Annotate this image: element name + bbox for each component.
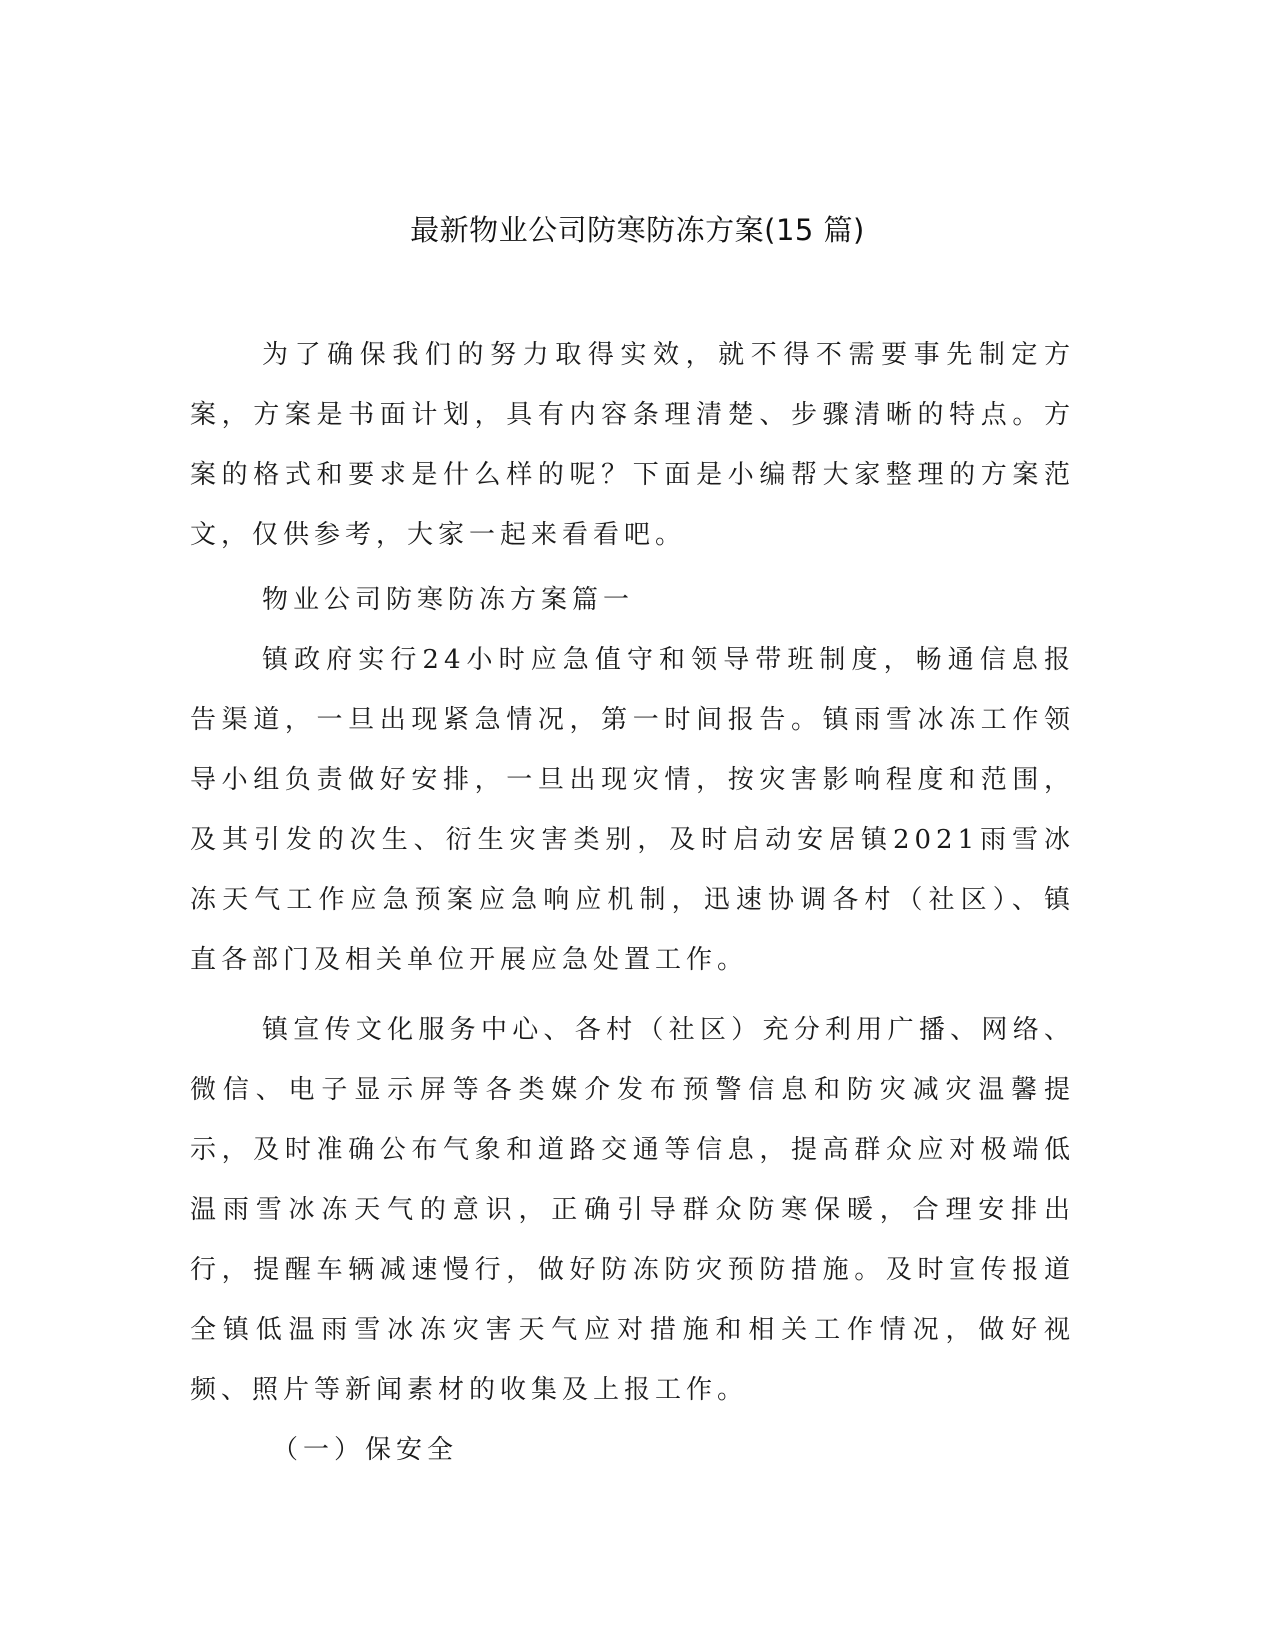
intro-paragraph: 为了确保我们的努力取得实效，就不得不需要事先制定方案，方案是书面计划，具有内容条理清楚、步骤清晰的特点。方案的格式和要求是什么样的呢？下面是小编帮大家整理的方案范文，仅供参考，大家一起来看看吧。	[190, 340, 1075, 550]
body-paragraph-1: 镇政府实行24小时应急值守和领导带班制度，畅通信息报告渠道，一旦出现紧急情况，第一时间报告。镇雨雪冰冻工作领导小组负责做好安排，一旦出现灾情，按灾害影响程度和范围，及其引发的次生、衍生灾害类别，及时启动安居镇2021雨雪冰冻天气工作应急预案应急响应机制，迅速协调各村（社区）、镇直各部门及相关单位开展应急处置工作。	[190, 645, 1075, 975]
body-paragraph-2: 镇宣传文化服务中心、各村（社区）充分利用广播、网络、微信、电子显示屏等各类媒介发布预警信息和防灾减灾温馨提示，及时准确公布气象和道路交通等信息，提高群众应对极端低温雨雪冰冻天气的意识，正确引导群众防寒保暖，合理安排出行，提醒车辆减速慢行，做好防冻防灾预防措施。及时宣传报道全镇低温雨雪冰冻灾害天气应对措施和相关工作情况，做好视频、照片等新闻素材的收集及上报工作。	[190, 1015, 1075, 1405]
sub-heading: （一）保安全	[272, 1435, 459, 1465]
document-title: 最新物业公司防寒防冻方案(15 篇)	[410, 213, 865, 247]
section-heading: 物业公司防寒防冻方案篇一	[262, 585, 635, 615]
